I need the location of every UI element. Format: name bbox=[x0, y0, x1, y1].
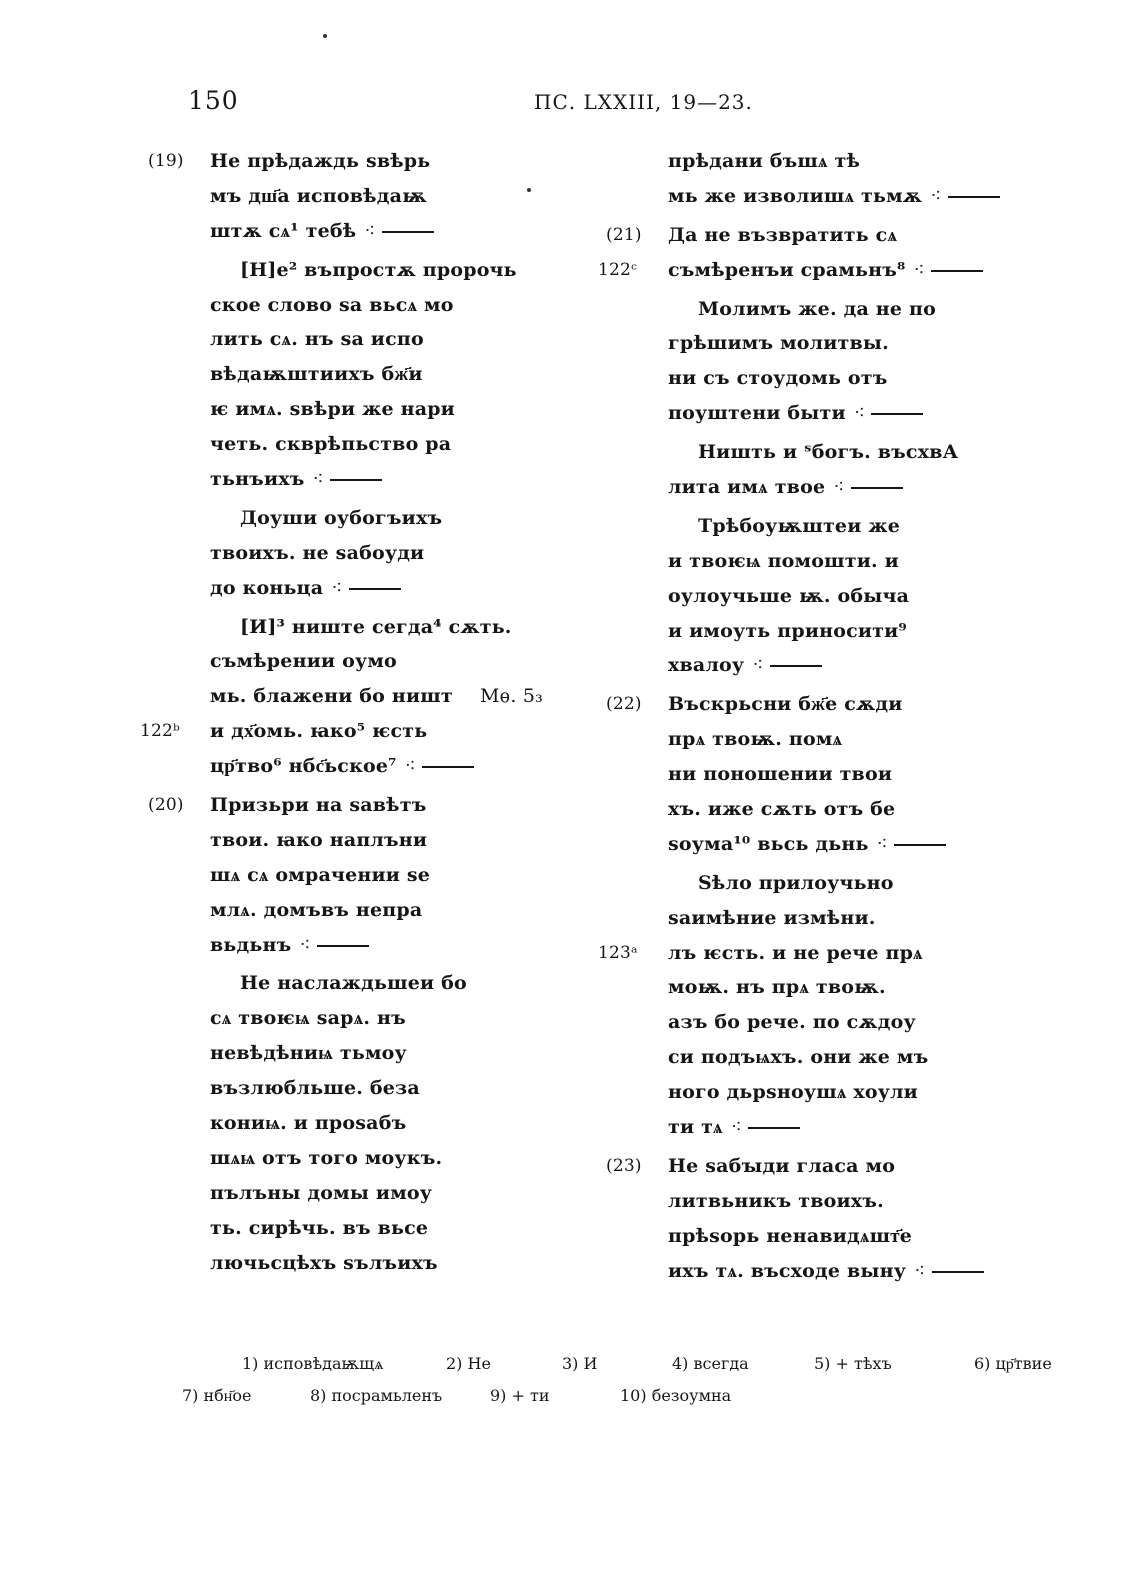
line-text: мъ дш҃а исповѣдаѭ bbox=[210, 184, 427, 207]
verse-number: (20) bbox=[148, 795, 184, 816]
left-text-line bbox=[210, 893, 517, 928]
left-text-line bbox=[210, 427, 517, 462]
verse-number: (21) bbox=[606, 224, 642, 245]
verse-end-mark bbox=[731, 1110, 800, 1145]
footnote-9: 9) + ти bbox=[490, 1386, 550, 1405]
footnote-1: 1) исповѣдаѭщѧ bbox=[242, 1354, 384, 1373]
left-text-line bbox=[210, 1036, 517, 1071]
right-text-line bbox=[668, 326, 1000, 361]
line-text: Не ѕабꙑди гласа мо bbox=[668, 1154, 896, 1177]
line-text: мь. блажени бо ништ bbox=[210, 685, 453, 708]
line-text: Ништь и ˢбогъ. въсхвА bbox=[698, 441, 959, 464]
left-text-line bbox=[210, 1106, 517, 1141]
right-column bbox=[598, 144, 1000, 1289]
line-text: литвьникъ твоихъ. bbox=[668, 1189, 884, 1212]
verse-end-mark bbox=[914, 253, 983, 288]
line-text: мь же изволишѧ тьмѫ bbox=[668, 184, 923, 207]
print-speck bbox=[323, 34, 327, 38]
line-text: си подъѩхъ. они же мъ bbox=[668, 1046, 929, 1069]
line-text: ного дьрѕноушѧ хоули bbox=[668, 1081, 918, 1104]
folio-marker: 123ᵃ bbox=[598, 942, 638, 963]
left-text-line bbox=[210, 1071, 517, 1106]
verse-end-mark bbox=[331, 571, 400, 606]
left-text-line bbox=[210, 966, 517, 1001]
end-mark-glyph: ⁖ bbox=[299, 933, 311, 956]
footnote-4: 4) всегда bbox=[672, 1354, 749, 1373]
line-text: Ѕѣло прилоучьно bbox=[698, 871, 894, 894]
line-text: кониѩ. и проѕабъ bbox=[210, 1112, 407, 1135]
left-text-line bbox=[210, 462, 517, 497]
line-text: лъ ѥсть. и не рече прѧ bbox=[668, 941, 923, 964]
right-text-line bbox=[668, 757, 1000, 792]
verse-end-mark bbox=[930, 179, 999, 214]
page-number: 150 bbox=[188, 86, 239, 115]
footnote-10: 10) безоумна bbox=[620, 1386, 732, 1405]
verse-number: (22) bbox=[606, 694, 642, 715]
line-text: ни поношении твои bbox=[668, 763, 893, 786]
line-text: ѥ имѧ. ѕвѣри же нари bbox=[210, 398, 455, 421]
right-text-line bbox=[668, 144, 1000, 179]
line-text: възлюбльше. беза bbox=[210, 1077, 420, 1100]
line-text: Трѣбоуѭштеи же bbox=[698, 514, 901, 537]
footnote-8: 8) посрамьленъ bbox=[310, 1386, 443, 1405]
line-text: млѧ. домъвъ непра bbox=[210, 898, 423, 921]
right-text-line bbox=[668, 970, 1000, 1005]
line-text: и дх҃омь. ꙗко⁵ ѥсть bbox=[210, 720, 428, 743]
line-text: вѣдаѭштиихъ бж҃и bbox=[210, 363, 423, 386]
line-text: лючьсцѣхъ ѕълъихъ bbox=[210, 1251, 438, 1274]
end-mark-glyph: ⁖ bbox=[930, 184, 942, 207]
right-text-line bbox=[668, 1219, 1000, 1254]
right-text-line bbox=[668, 866, 1000, 901]
right-text-line bbox=[668, 1184, 1000, 1219]
right-text-line bbox=[668, 179, 1000, 214]
footnote-3: 3) И bbox=[562, 1354, 598, 1373]
line-text: съмѣренъи срамьнъ⁸ bbox=[668, 258, 906, 281]
end-mark-glyph: ⁖ bbox=[730, 1116, 743, 1139]
left-text-line bbox=[210, 322, 517, 357]
verse-number: (19) bbox=[148, 151, 184, 171]
line-text: ихъ тѧ. въсходе выну bbox=[668, 1259, 907, 1282]
end-mark-glyph: ⁖ bbox=[404, 755, 417, 778]
line-text: прѣдани бъшѧ тѣ bbox=[668, 150, 861, 172]
footnote-7: 7) нбн҃ое bbox=[182, 1386, 252, 1405]
verse-end-mark bbox=[752, 648, 821, 683]
end-mark-dash bbox=[770, 665, 822, 667]
footnote-5: 5) + тѣхъ bbox=[814, 1354, 892, 1373]
line-text: [И]³ ниште сегда⁴ сѫть. bbox=[240, 615, 512, 638]
right-text-line bbox=[668, 827, 1000, 862]
line-text: вьдьнъ bbox=[210, 933, 292, 956]
print-speck bbox=[527, 188, 531, 192]
end-mark-glyph: ⁖ bbox=[752, 654, 764, 677]
line-text: тьнъихъ bbox=[210, 468, 305, 491]
line-text: до коньца bbox=[210, 576, 324, 599]
right-text-line bbox=[668, 648, 1000, 683]
left-text-line bbox=[210, 928, 517, 963]
footnotes bbox=[0, 1348, 1140, 1428]
end-mark-dash bbox=[349, 588, 401, 590]
end-mark-dash bbox=[948, 196, 1000, 198]
right-text-line bbox=[668, 1075, 1000, 1110]
left-text-line bbox=[210, 253, 517, 288]
line-text: Не прѣдаждь ѕвѣрь bbox=[210, 150, 431, 172]
left-text-line bbox=[210, 1001, 517, 1036]
end-mark-dash bbox=[871, 413, 923, 415]
left-text-line bbox=[148, 144, 517, 179]
end-mark-dash bbox=[382, 231, 434, 233]
line-text: азъ бо рече. по сѫдоу bbox=[668, 1011, 916, 1034]
line-text: и твоѥѩ помошти. и bbox=[668, 549, 899, 572]
line-text: хвалоу bbox=[668, 654, 745, 677]
line-text: невѣдѣниѩ тьмоу bbox=[210, 1042, 407, 1065]
verse-end-mark bbox=[854, 396, 923, 431]
left-text-line bbox=[148, 788, 517, 823]
right-text-line bbox=[668, 792, 1000, 827]
line-text: [Н]е² въпростѫ пророчь bbox=[240, 258, 517, 281]
right-text-line bbox=[668, 361, 1000, 396]
end-mark-dash bbox=[931, 270, 983, 272]
end-mark-dash bbox=[932, 1271, 984, 1273]
right-text-line bbox=[668, 292, 1000, 327]
line-text: штѫ сѧ¹ тебѣ bbox=[210, 219, 357, 242]
right-text-line bbox=[668, 1110, 1000, 1145]
line-text: оулоучьше ѭ. обыча bbox=[668, 584, 910, 607]
line-text: съмѣрении оумо bbox=[210, 650, 397, 673]
end-mark-dash bbox=[851, 487, 903, 489]
line-text: моѭ. нъ прѧ твоѭ. bbox=[668, 976, 886, 999]
end-mark-glyph: ⁖ bbox=[364, 219, 376, 242]
end-mark-glyph: ⁖ bbox=[853, 402, 866, 425]
line-text: Въскрьсни бж҃е сѫди bbox=[668, 693, 903, 716]
folio-marker: 122ᵇ bbox=[140, 721, 181, 742]
line-text: четь. скврѣпьство ра bbox=[210, 433, 452, 456]
left-text-line bbox=[210, 1211, 517, 1246]
line-text: прѣѕорь ненавидѧшт҃е bbox=[668, 1224, 913, 1247]
line-text: ти тѧ bbox=[668, 1116, 723, 1139]
end-mark-dash bbox=[894, 844, 946, 846]
line-text: Не наслаждьшеи бо bbox=[240, 972, 467, 995]
left-text-line bbox=[210, 179, 517, 214]
right-text-line bbox=[668, 470, 1000, 505]
left-text-line bbox=[210, 679, 543, 714]
line-text: прѧ твоѭ. помѧ bbox=[668, 728, 843, 751]
verse-end-mark bbox=[364, 214, 433, 249]
line-text: Доуши оубогъихъ bbox=[240, 506, 443, 529]
left-column bbox=[140, 144, 543, 1281]
line-text: Да не възвратить сѧ bbox=[668, 223, 898, 246]
line-text: грѣшимъ молитвы. bbox=[668, 332, 889, 355]
left-text-line bbox=[210, 288, 517, 323]
verse-end-mark bbox=[877, 827, 946, 862]
right-text-line bbox=[668, 1040, 1000, 1075]
right-text-line bbox=[598, 253, 1000, 288]
right-text-line bbox=[668, 396, 1000, 431]
left-text-line bbox=[210, 392, 517, 427]
end-mark-dash bbox=[317, 945, 369, 947]
verse-end-mark bbox=[405, 749, 474, 784]
left-text-line bbox=[210, 1141, 517, 1176]
left-text-line bbox=[210, 214, 517, 249]
end-mark-glyph: ⁖ bbox=[913, 258, 925, 281]
right-text-line bbox=[668, 1005, 1000, 1040]
end-mark-glyph: ⁖ bbox=[914, 1259, 926, 1282]
line-text: лита имѧ твое bbox=[668, 476, 826, 499]
line-text: Молимъ же. да не по bbox=[698, 297, 936, 320]
line-text: ѕаимѣние измѣни. bbox=[668, 906, 876, 929]
line-text: хъ. иже сѫть отъ бе bbox=[668, 798, 896, 821]
line-text: ское слово ѕа вьсѧ мо bbox=[210, 293, 454, 316]
line-text: пълъны домы имоу bbox=[210, 1181, 433, 1204]
right-text-line bbox=[598, 936, 1000, 971]
cross-reference: Мѳ. 5₃ bbox=[480, 685, 543, 708]
line-text: сѧ твоѥѩ ѕарѧ. нъ bbox=[210, 1007, 406, 1030]
right-text-line bbox=[606, 1149, 1000, 1184]
right-text-line bbox=[668, 544, 1000, 579]
left-text-line bbox=[210, 1246, 517, 1281]
line-text: ѕоума¹⁰ вьсь дьнь bbox=[668, 832, 869, 855]
right-text-line bbox=[606, 687, 1000, 722]
left-text-line bbox=[210, 571, 517, 606]
verse-end-mark bbox=[833, 470, 902, 505]
left-text-line bbox=[140, 714, 517, 749]
verse-end-mark bbox=[914, 1254, 983, 1289]
verse-end-mark bbox=[299, 928, 368, 963]
line-text: Призьри на ѕавѣтъ bbox=[210, 794, 427, 817]
line-text: ть. сирѣчь. въ вьсе bbox=[210, 1216, 429, 1239]
line-text: цр҃тво⁶ нбс҃ьское⁷ bbox=[210, 755, 397, 778]
line-text: шѧѩ отъ того моукъ. bbox=[210, 1146, 443, 1169]
verse-number: (23) bbox=[606, 1155, 642, 1176]
running-head: ПС. LXXIII, 19—23. bbox=[534, 90, 753, 114]
left-text-line bbox=[210, 644, 517, 679]
right-text-line bbox=[668, 722, 1000, 757]
left-text-line bbox=[210, 749, 517, 784]
end-mark-dash bbox=[748, 1127, 800, 1129]
right-text-line bbox=[668, 579, 1000, 614]
end-mark-glyph: ⁖ bbox=[312, 468, 324, 491]
footnote-6: 6) цр҃твие bbox=[974, 1354, 1052, 1373]
right-text-line bbox=[606, 218, 1000, 253]
end-mark-glyph: ⁖ bbox=[833, 476, 845, 499]
verse-end-mark bbox=[313, 462, 382, 497]
end-mark-dash bbox=[422, 766, 474, 768]
end-mark-glyph: ⁖ bbox=[876, 832, 888, 855]
left-text-line bbox=[210, 610, 517, 645]
right-text-line bbox=[668, 1254, 1000, 1289]
line-text: твои. ꙗко наплъни bbox=[210, 828, 428, 851]
footnote-2: 2) Не bbox=[446, 1354, 491, 1373]
right-text-line bbox=[668, 435, 1000, 470]
end-mark-dash bbox=[330, 479, 382, 481]
folio-marker: 122ᶜ bbox=[598, 259, 638, 280]
end-mark-glyph: ⁖ bbox=[331, 576, 343, 599]
left-text-line bbox=[210, 1176, 517, 1211]
line-text: ни съ стоудомь отъ bbox=[668, 367, 888, 390]
left-text-line bbox=[210, 357, 517, 392]
right-text-line bbox=[668, 509, 1000, 544]
right-text-line bbox=[668, 614, 1000, 649]
left-text-line bbox=[210, 858, 517, 893]
line-text: твоихъ. не ѕабоуди bbox=[210, 541, 425, 564]
line-text: лить сѧ. нъ ѕа испо bbox=[210, 328, 424, 351]
line-text: и имоуть приносити⁹ bbox=[668, 619, 907, 642]
line-text: шѧ сѧ омрачении ѕе bbox=[210, 863, 431, 886]
right-text-line bbox=[668, 901, 1000, 936]
left-text-line bbox=[210, 536, 517, 571]
left-text-line bbox=[210, 823, 517, 858]
line-text: поуштени быти bbox=[668, 402, 846, 425]
left-text-line bbox=[210, 501, 517, 536]
